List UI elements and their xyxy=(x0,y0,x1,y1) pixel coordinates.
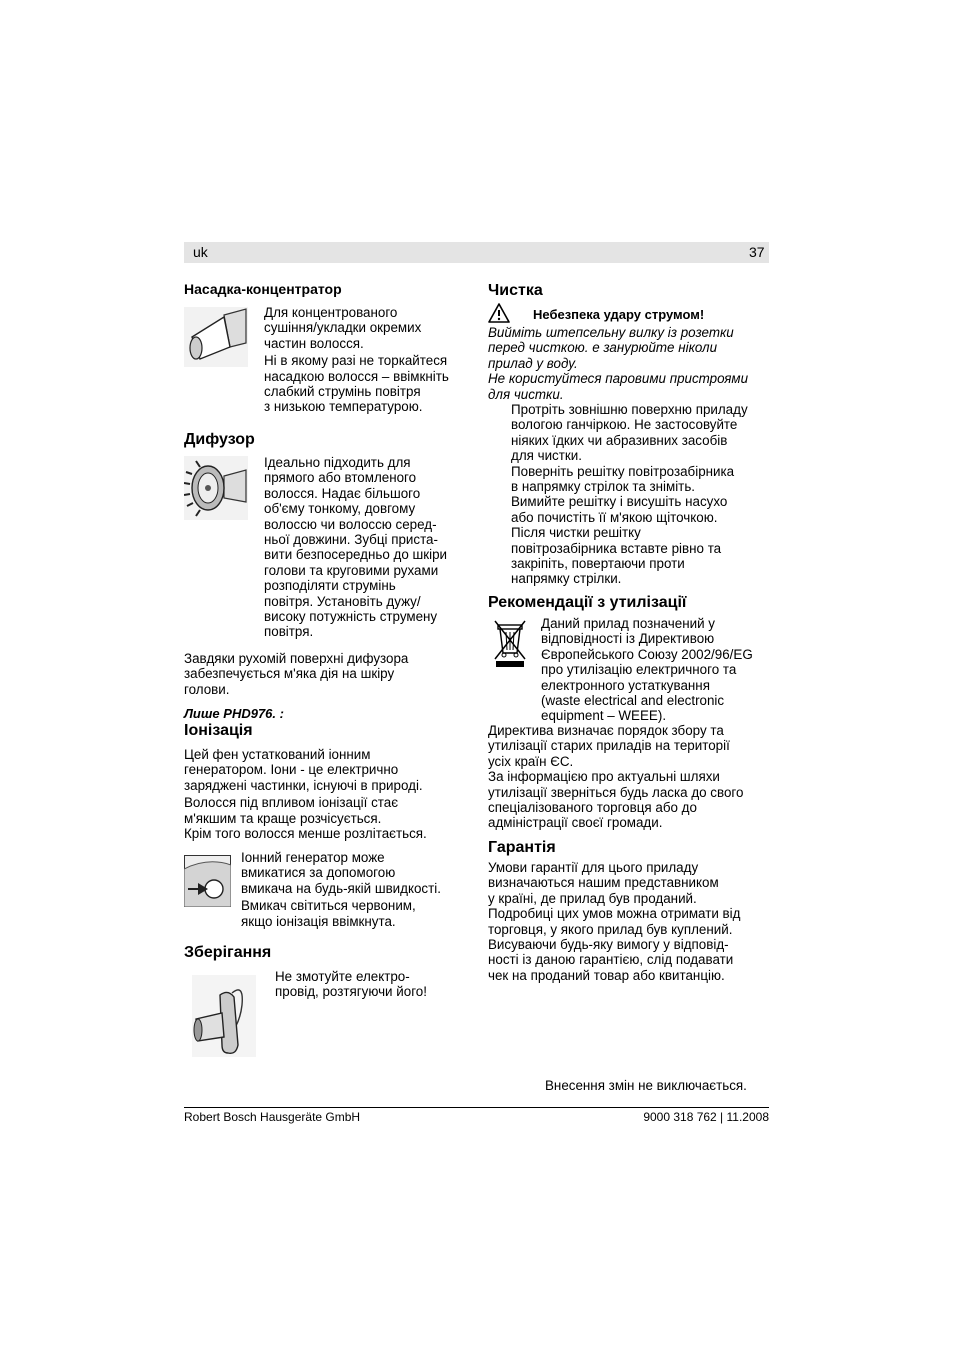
diffuser-text: Ідеально підходить для прямого або втомленого волосся. Надає більшого об'єму тонкому, довгому волоссю чи волоссю серед- ньої довжини. Зубці приста- вити безпосередньо до шкіри голови та круговими рухами розподіляти струмінь повітря. Установіть дужу/ високу потужність струмену повітря. xyxy=(264,455,448,640)
ionization-text: Цей фен устаткований іонним генератором. Іони - це електрично заряджені частинки, існуючі в природі. Волосся під впливом іонізації стає м'якшим та краще розчісується. Крім того волосся менше розлітається. xyxy=(184,747,427,842)
weee-bin-icon xyxy=(494,617,526,669)
warranty-heading: Гарантія xyxy=(488,839,556,856)
ionization-heading: Іонізація xyxy=(184,722,253,739)
ion-switch-image xyxy=(184,855,231,907)
warning-text: Вийміть штепсельну вилку із розетки перед чисткою. е занурюйте ніколи прилад у воду. Не користуйтеся паровими пристроями для чистки. xyxy=(488,325,749,402)
storage-text: Не змотуйте електро- провід, розтягуючи його! xyxy=(275,969,427,1000)
cleaning-heading: Чистка xyxy=(488,282,543,299)
hairdryer-cord-image xyxy=(192,975,256,1057)
footer-doc-number: 9000 318 762 | 11.2008 xyxy=(643,1110,769,1124)
diffuser-note: Завдяки рухомій поверхні дифузора забезпечується м'яка дія на шкіру голови. xyxy=(184,651,409,697)
changes-note: Внесення змін не виключається. xyxy=(545,1078,747,1093)
diffuser-image xyxy=(184,456,248,520)
footer-divider xyxy=(184,1107,769,1108)
language-code: uk xyxy=(193,244,208,260)
concentrator-text: Для концентрованого сушіння/укладки окремих частин волосся. Ні в якому разі не торкайтеся насадкою волосся – ввімкніть слабкий струмінь повітря з низькою температурою. xyxy=(264,305,449,415)
diffuser-heading: Дифузор xyxy=(184,431,255,448)
footer-company: Robert Bosch Hausgeräte GmbH xyxy=(184,1110,361,1124)
warning-title: Небезпека удару струмом! xyxy=(533,307,705,322)
storage-heading: Зберігання xyxy=(184,944,272,961)
header-bar xyxy=(184,242,769,263)
ion-switch-text: Іонний генератор може вмикатися за допомогою вмикача на будь-якій швидкості. Вмикач світиться червоним, якщо іонізація ввімкнута. xyxy=(241,850,441,929)
disposal-icon-text: Даний прилад позначений у відповідності із Директивою Європейського Союзу 2002/96/EG про утилізацію електричного та електронного устаткування (waste electrical and electronic equipment – WEEE). xyxy=(541,616,753,724)
concentrator-heading: Насадка-концентратор xyxy=(184,281,342,297)
cleaning-text: Протріть зовнішню поверхню приладу вологою ганчіркою. Не застосовуйте ніяких їдких чи абразивних засобів для чистки. Поверніть решітку повітрозабірника в напрямку стрілок та зніміть. Вимийте решітку і висушіть насухо або почистіть її м'якою щіточкою. Після чистки решітку повітрозабірника вставте рівно та закріпіть, повертаючи проти напрямку стрілки. xyxy=(511,402,748,587)
concentrator-nozzle-image xyxy=(184,307,248,367)
disposal-heading: Рекомендації з утилізації xyxy=(488,594,687,611)
page-number: 37 xyxy=(749,244,765,260)
warning-icon xyxy=(488,303,510,323)
warranty-text: Умови гарантії для цього приладу визначаються нашим представником у країні, де прилад був проданий. Подробиці цих умов можна отримати від торговця, у якого прилад був куплений. Висуваючи будь-яку вимогу у відповід- ності із даною гарантією, слід подавати чек на проданий товар або квитанцію. xyxy=(488,860,741,983)
model-note: Лише PHD976. : xyxy=(184,706,284,721)
disposal-text: Директива визначає порядок збору та утилізації старих приладів на території усіх країн ЄС. За інформацією про актуальні шляхи утилізації зверніться будь ласка до свого спеціалізованого торговця або до адміністрації своєї громади. xyxy=(488,723,744,831)
